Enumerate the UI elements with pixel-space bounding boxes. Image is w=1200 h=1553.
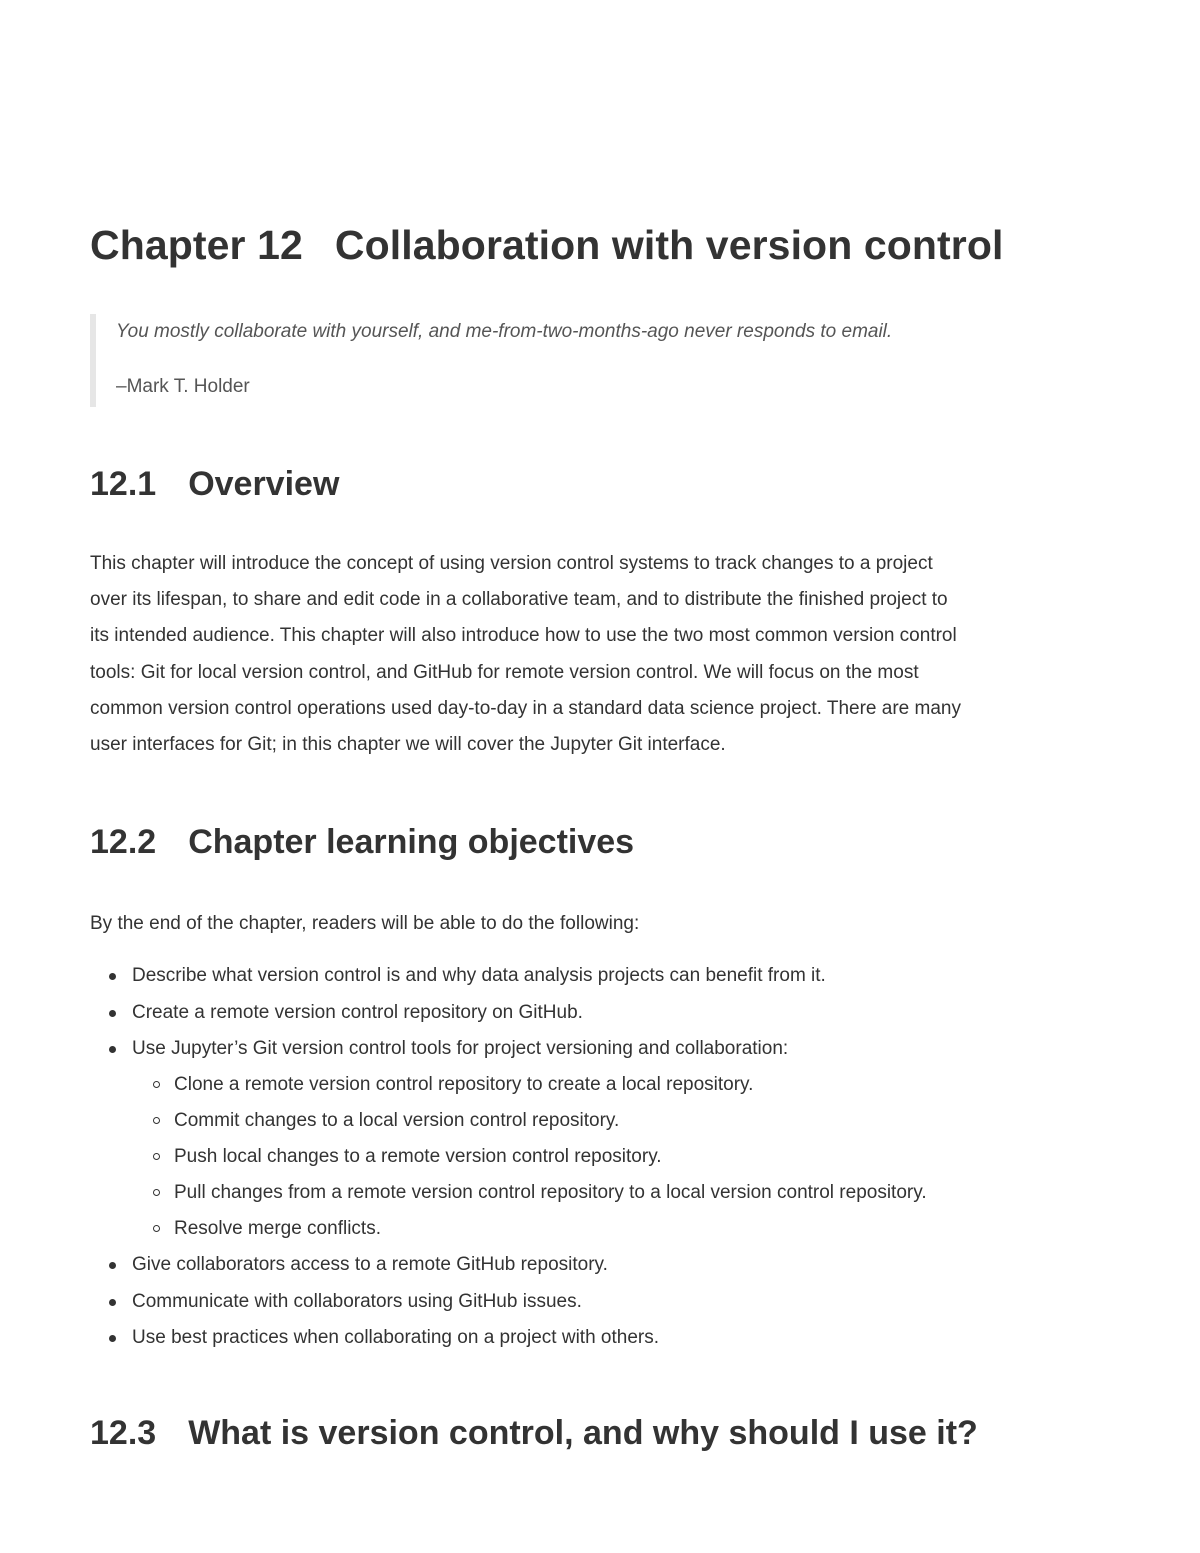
bullet-icon <box>109 1046 116 1053</box>
bullet-icon <box>109 1262 116 1269</box>
sublist-item <box>132 1211 1110 1247</box>
section-number: 12.2 <box>90 823 157 861</box>
paragraph-line: over its lifespan, to share and edit code in a collaborative team, and to distribute the finished project to <box>90 589 948 611</box>
sublist-item-text: Pull changes from a remote version control repository to a local version control repository. <box>174 1182 927 1203</box>
overview-paragraph <box>90 546 1110 763</box>
section-heading-what-is-version-control <box>90 1414 978 1453</box>
list-item-text: Give collaborators access to a remote GitHub repository. <box>132 1254 608 1275</box>
bullet-icon <box>109 1010 116 1017</box>
list-item-text: Describe what version control is and why data analysis projects can benefit from it. <box>132 965 826 986</box>
quote-text: You mostly collaborate with yourself, and me-from-two-months-ago never responds to email. <box>116 321 893 342</box>
objectives-list <box>90 958 1110 1357</box>
chapter-title-text: Collaboration with version control <box>334 222 1004 268</box>
paragraph-line: This chapter will introduce the concept of using version control systems to track changes to a project <box>90 553 933 574</box>
list-item <box>90 958 1110 995</box>
section-number: 12.1 <box>90 465 157 503</box>
paragraph-line: common version control operations used day-to-day in a standard data science project. There are many <box>90 697 961 719</box>
list-item <box>90 1320 1110 1357</box>
section-title-text: Overview <box>188 465 340 503</box>
circle-bullet-icon <box>153 1117 160 1124</box>
objectives-sublist <box>132 1067 1110 1247</box>
sublist-item-text: Clone a remote version control repository to create a local repository. <box>174 1074 754 1095</box>
circle-bullet-icon <box>153 1081 160 1088</box>
chapter-number: Chapter 12 <box>90 222 303 268</box>
bullet-icon <box>109 973 116 980</box>
sublist-item <box>132 1103 1110 1139</box>
sublist-item-text: Push local changes to a remote version control repository. <box>174 1146 662 1167</box>
objectives-intro: By the end of the chapter, readers will be able to do the following: <box>90 913 640 934</box>
list-item-text: Use best practices when collaborating on a project with others. <box>132 1327 659 1348</box>
sublist-item <box>132 1139 1110 1175</box>
chapter-title <box>90 222 1003 269</box>
quote-author: –Mark T. Holder <box>116 376 250 397</box>
circle-bullet-icon <box>153 1153 160 1160</box>
sublist-item <box>132 1067 1110 1103</box>
section-title-text: What is version control, and why should I use it? <box>188 1414 978 1452</box>
section-heading-learning-objectives <box>90 823 634 862</box>
sublist-item <box>132 1175 1110 1211</box>
circle-bullet-icon <box>153 1189 160 1196</box>
sublist-item-text: Resolve merge conflicts. <box>174 1218 381 1239</box>
list-item <box>90 1247 1110 1284</box>
section-title-text: Chapter learning objectives <box>188 823 635 861</box>
paragraph-line: user interfaces for Git; in this chapter we will cover the Jupyter Git interface. <box>90 734 726 756</box>
sublist-item-text: Commit changes to a local version control repository. <box>174 1110 620 1131</box>
section-heading-overview <box>90 465 339 504</box>
list-item-text: Communicate with collaborators using GitHub issues. <box>132 1290 582 1312</box>
bullet-icon <box>109 1335 116 1342</box>
circle-bullet-icon <box>153 1225 160 1232</box>
list-item <box>90 1284 1110 1321</box>
bullet-icon <box>109 1299 116 1306</box>
paragraph-line: its intended audience. This chapter will also introduce how to use the two most common version control <box>90 625 957 647</box>
list-item <box>90 1031 1110 1247</box>
section-number: 12.3 <box>90 1414 157 1452</box>
list-item-text: Use Jupyter’s Git version control tools for project versioning and collaboration: <box>132 1038 789 1059</box>
epigraph-blockquote <box>90 314 1080 407</box>
list-item-text: Create a remote version control repository on GitHub. <box>132 1001 583 1023</box>
list-item <box>90 995 1110 1032</box>
paragraph-line: tools: Git for local version control, and GitHub for remote version control. We will focus on the most <box>90 661 919 683</box>
